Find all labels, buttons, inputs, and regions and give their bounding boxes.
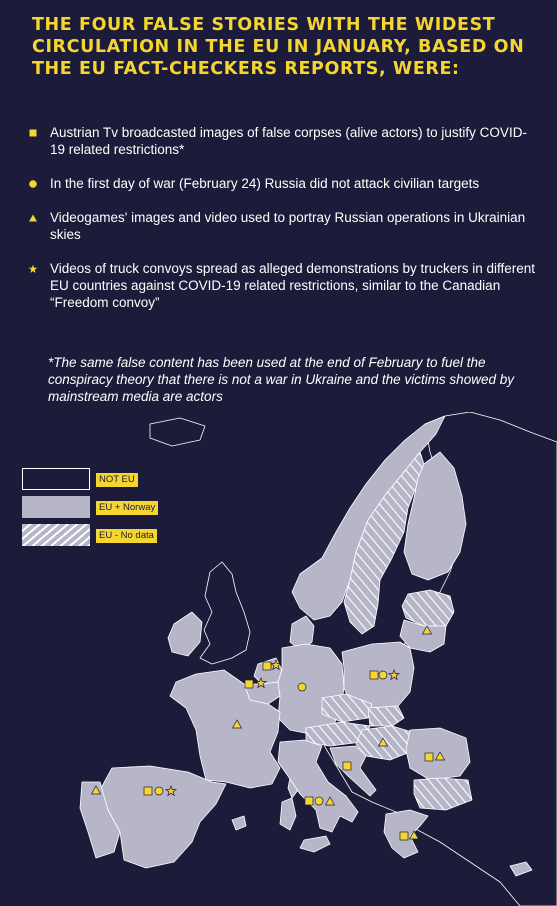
story-item xyxy=(28,260,538,311)
spain xyxy=(100,766,226,868)
croatia-square-marker xyxy=(343,762,351,770)
spain-square-marker xyxy=(144,787,152,795)
legend-swatch-not-eu xyxy=(22,468,90,490)
circle-marker-icon xyxy=(28,179,38,189)
story-text: In the first day of war (February 24) Russia did not attack civilian targets xyxy=(50,176,480,191)
legend-swatch-no-data xyxy=(22,524,90,546)
triangle-marker-icon xyxy=(28,213,38,223)
legend-swatch-eu-norway xyxy=(22,496,90,518)
story-item xyxy=(28,209,538,243)
page-title: THE FOUR FALSE STORIES WITH THE WIDEST CIRCULATION IN THE EU IN JANUARY, BASED ON THE EU FACT-CHECKERS REPORTS, WERE: xyxy=(32,15,525,79)
non-eu-uk xyxy=(200,562,250,664)
sicily xyxy=(300,836,330,852)
greece-square-marker xyxy=(400,832,408,840)
italy-square-marker xyxy=(305,797,313,805)
story-item xyxy=(28,175,538,192)
romania-square-marker xyxy=(425,753,433,761)
germany xyxy=(278,644,344,734)
belgium-square-marker xyxy=(245,680,253,688)
story-text: Austrian Tv broadcasted images of false corpses (alive actors) to justify COVID-19 related restrictions* xyxy=(50,125,527,157)
balearic-islands xyxy=(232,816,246,830)
italy-circle-marker xyxy=(315,797,323,805)
spain-circle-marker xyxy=(155,787,163,795)
legend-label-no-data: EU - No data xyxy=(96,529,157,543)
footnote: *The same false content has been used at the end of February to fuel the conspiracy theory that there is not a war in Ukraine and the victims showed by mainstream media are actors xyxy=(48,355,514,404)
story-text: Videogames' images and video used to portray Russian operations in Ukrainian skies xyxy=(50,210,526,242)
square-marker-icon xyxy=(28,128,38,138)
legend-label-not-eu: NOT EU xyxy=(96,473,138,487)
legend-label-eu-norway: EU + Norway xyxy=(96,501,158,515)
story-text: Videos of truck convoys spread as alleged demonstrations by truckers in different EU countries against COVID-19 related restrictions, similar to the Canadian “Freedom convoy” xyxy=(50,261,536,310)
netherlands-square-marker xyxy=(263,662,271,670)
non-eu-iceland xyxy=(150,418,205,446)
ireland xyxy=(168,612,202,656)
baltics-north xyxy=(402,590,454,626)
story-item xyxy=(28,124,538,158)
story-list xyxy=(28,124,538,328)
germany-circle-marker xyxy=(298,683,306,691)
star-marker-icon xyxy=(28,264,38,274)
poland-square-marker xyxy=(370,671,378,679)
sardinia xyxy=(280,798,296,830)
poland-circle-marker xyxy=(379,671,387,679)
